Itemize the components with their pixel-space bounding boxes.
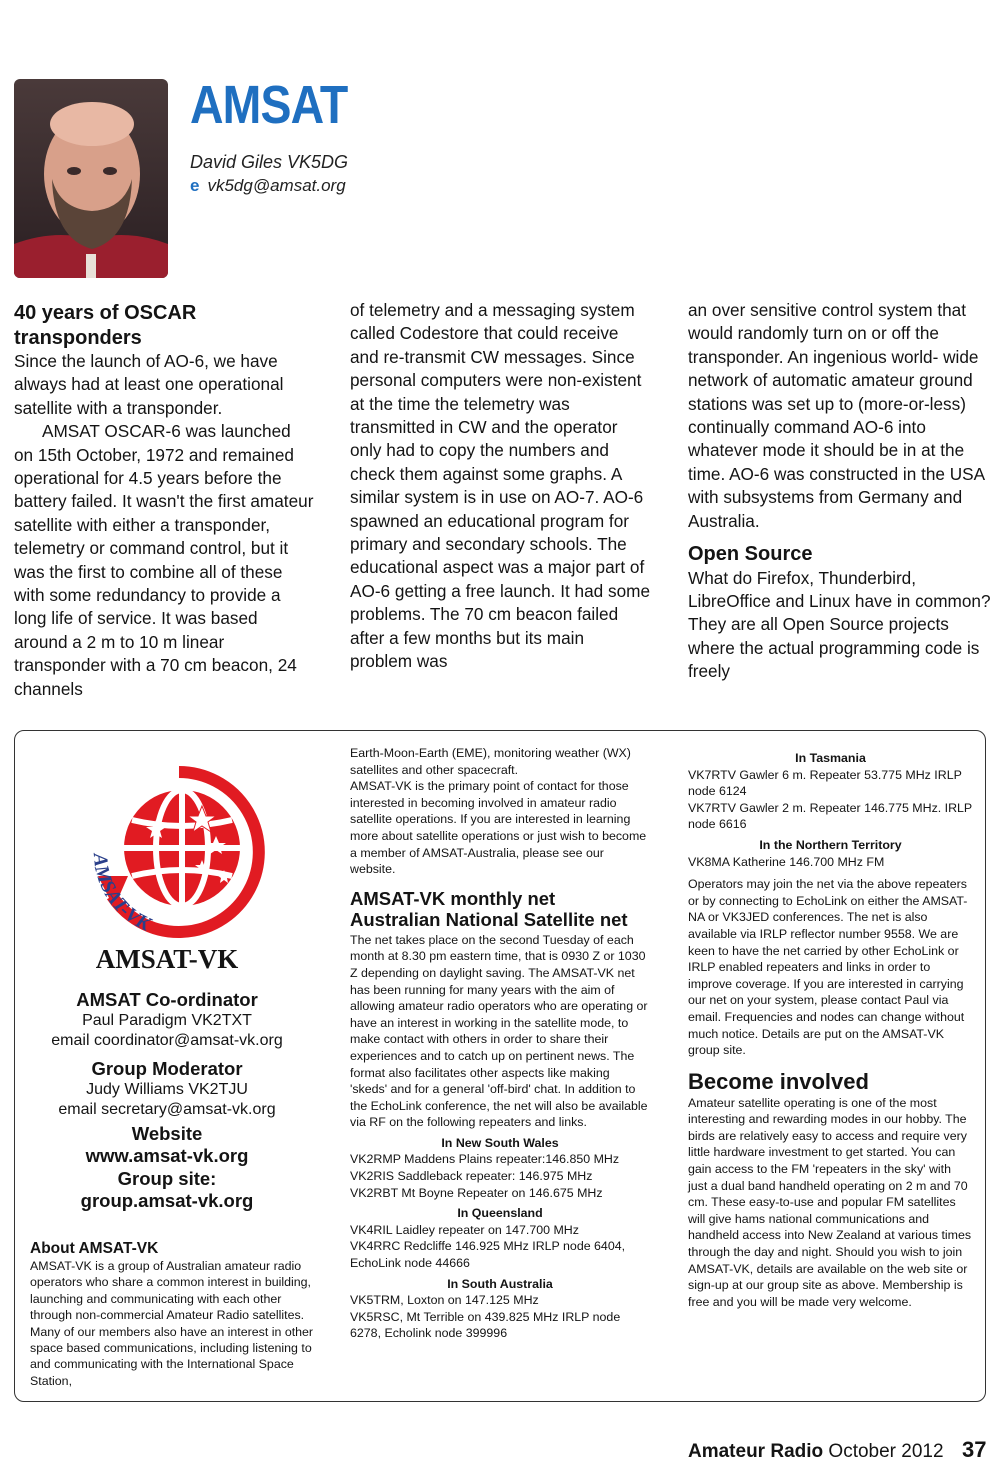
repeater-entry: VK2RMP Maddens Plains repeater:146.850 MHz [350, 1152, 620, 1167]
coordinator-title: AMSAT Co-ordinator [76, 989, 258, 1010]
region-heading-nsw: In New South Wales [441, 1135, 559, 1150]
region-heading-tas: In Tasmania [795, 751, 866, 765]
repeater-entry: VK5TRM, Loxton on 147.125 MHz [350, 1293, 539, 1308]
magazine-name: Amateur Radio [688, 1441, 824, 1462]
repeater-entry: VK4RRC Redcliffe 146.925 MHz IRLP node 6404, EchoLink node 44666 [350, 1239, 626, 1271]
article-column-2 [350, 299, 650, 674]
repeater-entry: VK7RTV Gawler 2 m. Repeater 146.775 MHz. IRLP node 6616 [688, 800, 972, 832]
box-middle-column [350, 745, 650, 1342]
coordinator-email: email coordinator@amsat-vk.org [51, 1031, 283, 1049]
section-title: AMSAT [190, 75, 348, 135]
email-marker: e [190, 176, 200, 195]
repeater-entry: VK5RSC, Mt Terrible on 439.825 MHz IRLP node 6278, Echolink node 399996 [350, 1309, 621, 1341]
moderator-name: Judy Williams VK2TJU [86, 1081, 248, 1098]
page-number: 37 [962, 1437, 987, 1462]
group-site-url[interactable]: group.amsat-vk.org [80, 1190, 254, 1211]
author-email: vk5dg@amsat.org [207, 176, 346, 195]
region-heading-qld: In Queensland [457, 1206, 543, 1221]
org-name: AMSAT-VK [95, 944, 239, 974]
moderator-email: email secretary@amsat-vk.org [58, 1100, 276, 1118]
author-email-line [190, 176, 346, 196]
repeater-entry: VK2RBT Mt Boyne Repeater on 146.675 MHz [350, 1185, 603, 1200]
about-heading: About AMSAT-VK [30, 1240, 159, 1257]
moderator-title: Group Moderator [91, 1058, 243, 1079]
website-block [14, 1123, 320, 1167]
website-title: Website [131, 1123, 203, 1144]
open-source-heading: Open Source [688, 543, 813, 566]
box-paragraph: AMSAT-VK is the primary point of contact for those interested in becoming involved in amateur radio satellite operations. If you are interested in learning more about satellite operations or just wish to become a member of AMSAT-Australia, please see our website. [350, 779, 647, 877]
national-net-heading: Australian National Satellite net [350, 908, 628, 930]
article-paragraph: an over sensitive control system that would randomly turn on or off the transponder. An ingenious world- wide network of automatic amateur ground stations was set up to (more-or-less) continually command AO-6 into whatever mode it should be in at the time. AO-6 was constructed in the USA with subsystems from Germany and Australia. [688, 300, 985, 531]
box-right-column [688, 750, 973, 1310]
box-paragraph: Amateur satellite operating is one of the most interesting and rewarding modes in our hobby. The birds are relatively easy to access and require very little hardware investment to get started. You can gain access to the FM 'repeaters in the sky' with just a dual band handheld operating on 2 m and 70 cm. These easy-to-use and popular FM satellites will give hams national communications and handheld access into New Zealand at various times through the day and night. Should you wish to join AMSAT-VK, details are available on the web site or sign-up at our group site as above. Membership is free and you will be made very welcome. [688, 1095, 972, 1309]
article-paragraph: Since the launch of AO-6, we have always had at least one operational satellite with a transponder. [14, 351, 284, 418]
repeater-entry: VK4RIL Laidley repeater on 147.700 MHz [350, 1222, 579, 1237]
moderator-block [14, 1058, 320, 1119]
group-site-block [14, 1168, 320, 1212]
monthly-net-heading: AMSAT-VK monthly net [350, 887, 556, 909]
group-site-title: Group site: [117, 1168, 217, 1189]
region-heading-sa: In South Australia [447, 1276, 553, 1291]
repeater-entry: VK7RTV Gawler 6 m. Repeater 53.775 MHz IRLP node 6124 [688, 767, 962, 799]
region-heading-nt: In the Northern Territory [759, 837, 902, 852]
box-paragraph: Earth-Moon-Earth (EME), monitoring weather (WX) satellites and other spacecraft. [350, 746, 631, 777]
author-photo [14, 79, 168, 278]
repeater-entry: VK2RIS Saddleback repeater: 146.975 MHz [350, 1169, 593, 1184]
coordinator-block [14, 989, 320, 1050]
box-paragraph: The net takes place on the second Tuesday of each month at 8.30 pm eastern time, that is 0930 Z or 1030 Z depending on daylight saving. The AMSAT-VK net has been running for many years with the aim of allowing amateur radio operators who are operating or have an interest in working in the satellite mode, to make contact with others in order to share their experiences and to catch up on pertinent news. The format also facilitates other aspects like making 'skeds' and for a general 'off-bird' chat. In addition to the EchoLink conference, the net will also be available via RF on the following repeaters and links. [350, 932, 648, 1130]
article-heading: 40 years of OSCAR transponders [14, 302, 197, 349]
amsat-vk-logo [84, 758, 274, 948]
box-paragraph: Operators may join the net via the above repeaters or by connecting to EchoLink on either the AMSAT-NA or VK3JED conferences. The net is also available via IRLP reflector number 9558. We are keen to have the net carried by other EchoLink or IRLP enabled repeaters and links in order to improve coverage. If you are interested in carrying our net on your system, please contact Paul via email. Frequencies and nodes can change without much notice. Details are put on the AMSAT-VK group site. [688, 877, 968, 1058]
website-url[interactable]: www.amsat-vk.org [85, 1145, 249, 1166]
logo-text: AMSAT-VK [88, 852, 154, 936]
article-paragraph: What do Firefox, Thunderbird, LibreOffice and Linux have in common? They are all Open Source projects where the actual programming code is freely [688, 567, 991, 682]
article-paragraph: AMSAT OSCAR-6 was launched on 15th October, 1972 and remained operational for 4.5 years before the battery failed. It wasn't the first amateur satellite with either a transponder, telemetry or command control, but it was the first to combine all of these with some redundancy to provide a long life of service. It was based around a 2 m to 10 m linear transponder with a 70 cm beacon, 24 channels [14, 421, 314, 699]
article-column-3 [688, 299, 993, 684]
author-name: David Giles VK5DG [190, 152, 349, 172]
article-paragraph: of telemetry and a messaging system called Codestore that could receive and re-transmit CW messages. Since personal computers were non-existent at the time the telemetry was transmitted in CW and the operator only had to copy the numbers and check them against some graphs. A similar system is in use on AO-7. AO-6 spawned an educational program for primary and secondary schools. The educational aspect was a major part of AO-6 getting a free launch. It had some problems. The 70 cm beacon failed after a few months but its main problem was [350, 300, 651, 672]
article-column-1 [14, 301, 314, 701]
about-section [30, 1240, 316, 1389]
issue-date: October 2012 [828, 1441, 944, 1462]
page-footer [688, 1441, 944, 1463]
become-involved-heading: Become involved [688, 1068, 869, 1094]
coordinator-name: Paul Paradigm VK2TXT [82, 1012, 252, 1029]
about-text: AMSAT-VK is a group of Australian amateur radio operators who share a common interest in building, launching and communicating with each other through non-commercial Amateur Radio satellites. Many of our members also have an interest in other space based communications, including listening to and communicating with the International Space Station, [30, 1259, 314, 1388]
repeater-entry: VK8MA Katherine 146.700 MHz FM [688, 854, 885, 869]
